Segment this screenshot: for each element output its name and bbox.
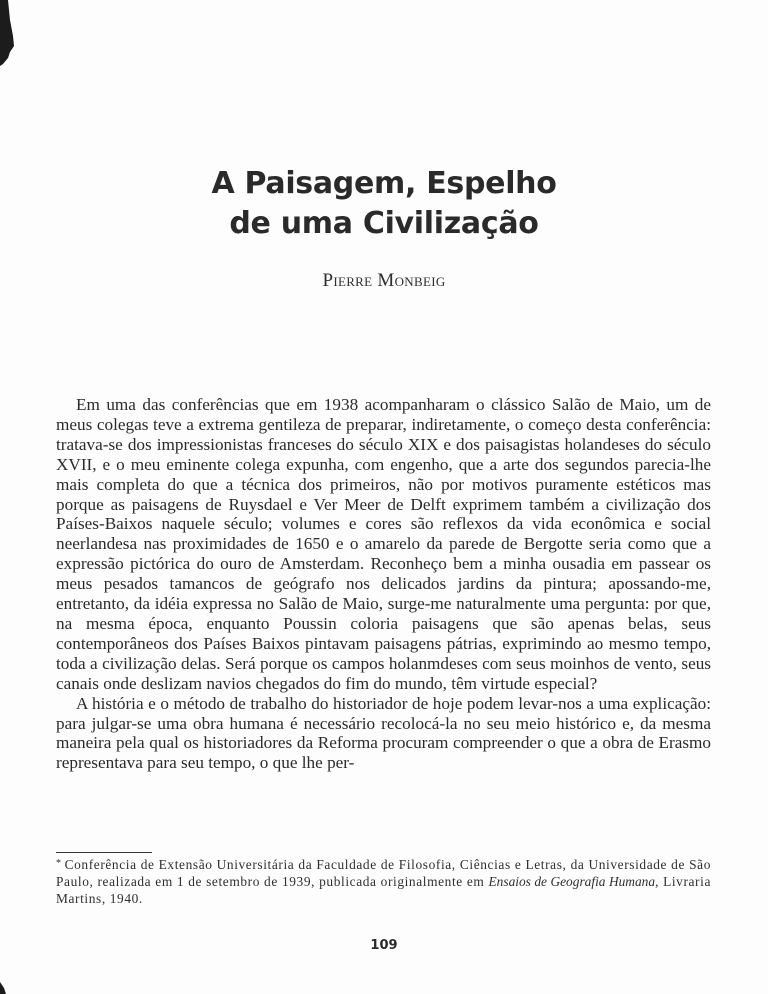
scan-artifact-mark: [0, 0, 16, 66]
scan-artifact-mark: [0, 980, 8, 994]
footnote: [56, 855, 711, 907]
article-title: [0, 164, 768, 244]
body-text: [56, 395, 711, 773]
title-line-1: A Paisagem, Espelho: [211, 166, 557, 201]
footnote-divider: [56, 852, 152, 853]
title-line-2: de uma Civilização: [229, 206, 539, 241]
page-number: 109: [370, 938, 398, 953]
footnote-text: Conferência de Extensão Universitária da Faculdade de Filosofia, Ciências e Letras, da Universidade de São Paulo, realizada em 1 de setembro de 1939, publicada originalmente em: [56, 857, 711, 889]
paragraph: Em uma das conferências que em 1938 acompanharam o clássico Salão de Maio, um de meus colegas teve a extrema gentileza de preparar, indiretamente, o começo desta conferência: tratava-se dos impressionistas franceses do século XIX e dos paisagistas holandeses do século XVII, e o meu eminente colega expunha, com engenho, que a arte dos segundos parecia-lhe mais completa do que a técnica dos primeiros, não por motivos puramente estéticos mas porque as paisagens de Ruysdael e Ver Meer de Delft exprimem também a civilização dos Países-Baixos naquele século; volumes e cores são reflexos da vida econômica e social neerlandesa nas proximidades de 1650 e o amarelo da parede de Bergotte seria como que a expressão pictórica do ouro de Amsterdam. Reconheço bem a minha ousadia em passear os meus pesados tamancos de geógrafo nos delicados jardins da pintura; apossando-me, entretanto, da idéia expressa no Salão de Maio, surge-me naturalmente uma pergunta: por que, na mesma época, enquanto Poussin coloria paisagens que são apenas belas, seus contemporâneos dos Países Baixos pintavam paisagens pátrias, exprimindo ao mesmo tempo, toda a civilização delas. Será porque os campos holanmdeses com seus moinhos de vento, seus canais onde deslizam navios chegados do fim do mundo, têm virtude especial?: [56, 395, 711, 693]
author-name: Pierre Monbeig: [322, 270, 446, 291]
footnote-publisher: , Livraria Martins, 1940.: [56, 874, 711, 906]
paragraph: A história e o método de trabalho do historiador de hoje podem levar-nos a uma explicação: para julgar-se uma obra humana é necessário recolocá-la no seu meio histórico e, da mesma maneira pela qual os historiadores da Reforma procuram compreender o que a obra de Erasmo representava para seu tempo, o que lhe per-: [56, 693, 711, 773]
footnote-marker: *: [56, 858, 62, 869]
footnote-book-title: Ensaios de Geografia Humana: [488, 874, 656, 889]
